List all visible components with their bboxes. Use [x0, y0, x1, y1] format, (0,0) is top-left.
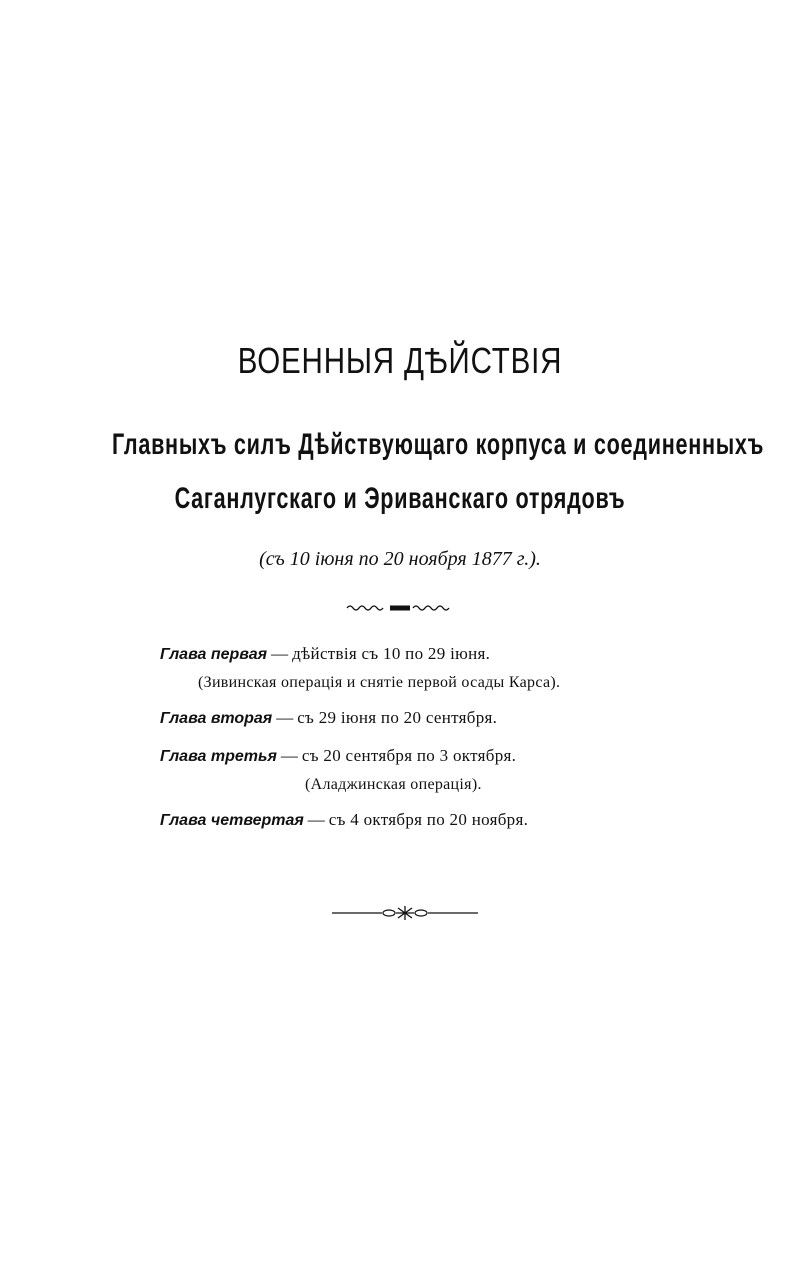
wave-ornament-icon [345, 600, 455, 616]
chapter-1-dash: — [271, 644, 289, 663]
chapter-2-text: съ 29 іюня по 20 сентября. [297, 708, 498, 727]
flourish-ornament-icon [330, 903, 480, 923]
chapter-1-line [160, 644, 800, 664]
chapter-4-label: Глава четвертая [160, 812, 304, 829]
date-range: (съ 10 іюня по 20 ноября 1877 г.). [259, 548, 541, 570]
subtitle-line-2: Саганлугскаго и Эриванскаго отрядовъ [174, 482, 626, 515]
chapter-3-label: Глава третья [160, 748, 277, 765]
chapter-1-text: дѣйствія съ 10 по 29 іюня. [292, 644, 491, 663]
subtitle-line-1: Главныхъ силъ Дѣйствующаго корпуса и соединенныхъ [112, 428, 765, 461]
chapter-2-label: Глава вторая [160, 710, 273, 727]
chapter-4-text: съ 4 октября по 20 ноября. [328, 810, 529, 829]
chapter-2-dash: — [276, 708, 294, 727]
chapter-1-label: Глава первая [160, 646, 268, 663]
chapter-2-line [160, 708, 800, 728]
chapter-3-note: (Аладжинская операція). [305, 776, 482, 793]
chapter-3-dash: — [280, 746, 298, 765]
chapter-1-note: (Зивинская операція и снятіе первой осады Карса). [198, 674, 561, 691]
chapter-3-line [160, 746, 800, 766]
chapter-4-line [160, 810, 800, 830]
chapter-3-text: съ 20 сентября по 3 октября. [301, 746, 517, 765]
chapter-4-dash: — [307, 810, 325, 829]
page-title: ВОЕННЫЯ ДѢЙСТВІЯ [237, 340, 563, 381]
